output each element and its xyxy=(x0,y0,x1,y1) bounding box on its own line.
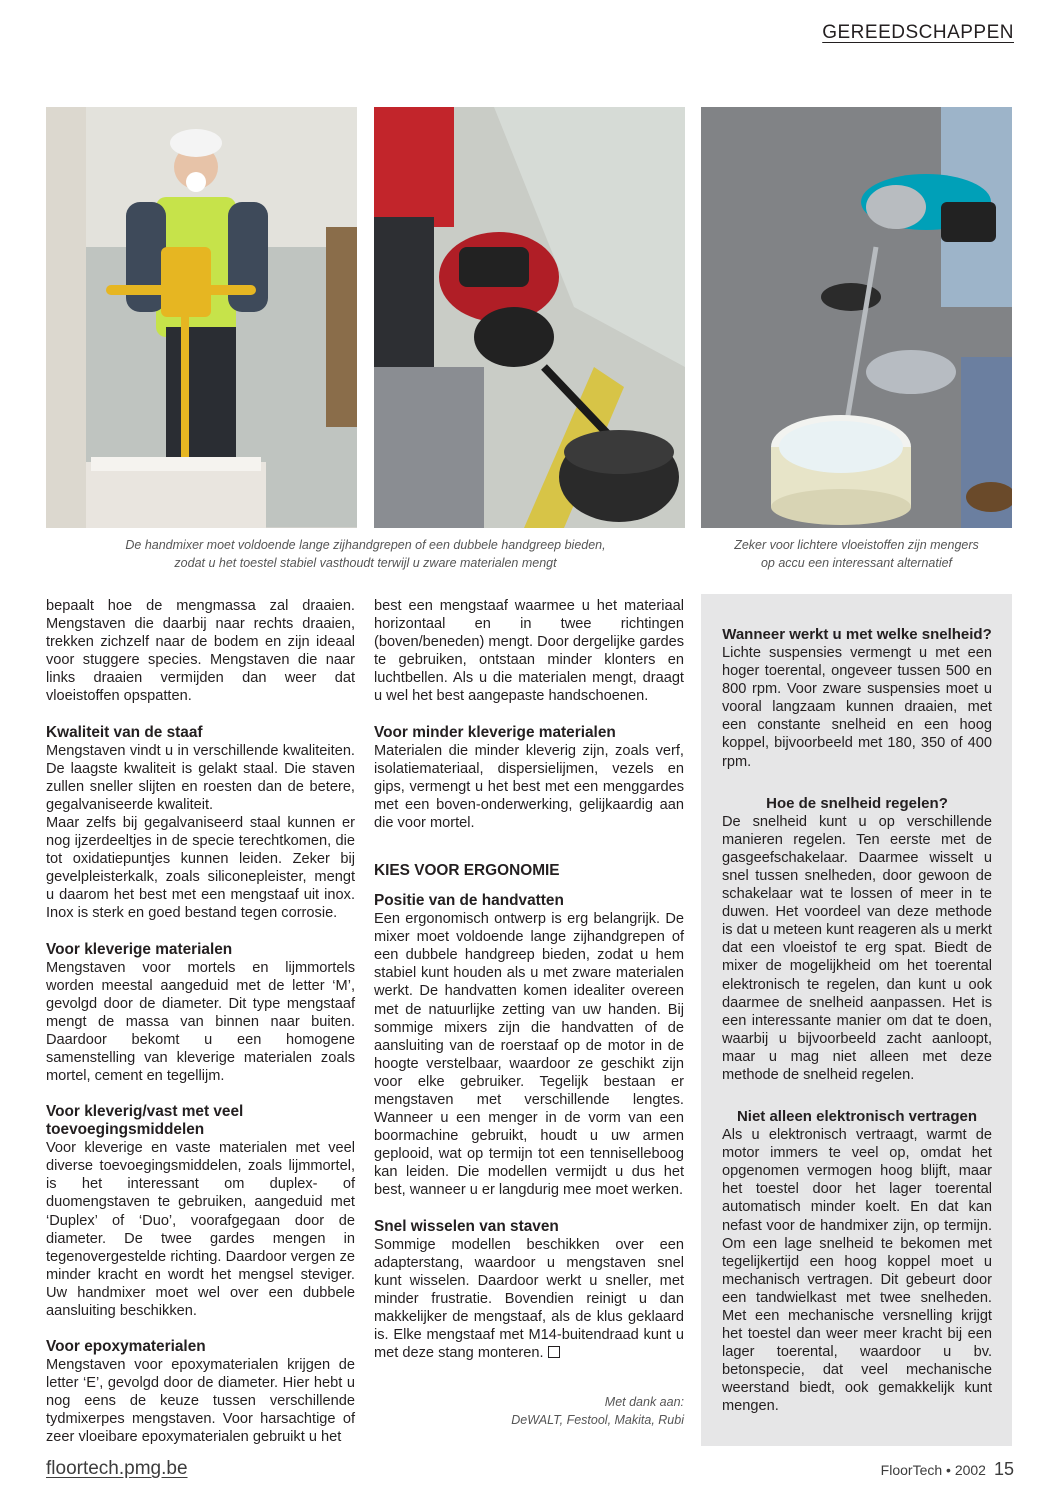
photo-worker-with-mixer xyxy=(46,107,357,528)
paragraph-epoxy: Mengstaven voor epoxymaterialen krijgen de letter ‘E’, gevolgd door de diameter. Hier hebt u nog eens de keuze tussen verschillende tydmixerpes mengstaven. Voor harsachtige of zeer vloeibare epoxymaterialen gebruikt u het xyxy=(46,1357,355,1446)
heading-kleverig: Voor kleverige materialen xyxy=(46,940,233,958)
caption-left-line-1: De handmixer moet voldoende lange zijhandgrepen of een dubbele handgreep bieden, xyxy=(125,538,606,552)
column-2 xyxy=(374,597,684,1362)
heading-vast: Voor kleverig/vast met veel toevoegingsmiddelen xyxy=(46,1103,244,1139)
paragraph-wisselen-text: Sommige modellen beschikken over een adapterstang, waardoor u mengstaven snel kunt wisselen. Daardoor werkt u sneller, met minder frustratie. Bovendien reinigt u dan makkelijker de mengstaaf, als de klus geklaard is. Elke mengstaaf met M14-buitendraad kunt u met deze stang monteren. xyxy=(374,1236,684,1362)
caption-right-line-1: Zeker voor lichtere vloeistoffen zijn mengers xyxy=(734,538,979,552)
caption-right-line-2: op accu een interessant alternatief xyxy=(760,556,953,570)
heading-minder-kleverig: Voor minder kleverige materialen xyxy=(374,723,616,741)
sidebar-paragraph-1: Lichte suspensies vermengt u met een hoger toerental, ongeveer tussen 500 en 800 rpm. Voor zware suspensies moet u vooral langzaam kunnen draaien, met een constante snelheid en een hoog koppel, bijvoorbeeld met 180, 350 of 400 rpm. xyxy=(722,645,992,770)
sidebar-heading-2: Hoe de snelheid regelen? xyxy=(766,794,948,812)
sidebar-paragraph-2: De snelheid kunt u op verschillende manieren regelen. Ten eerste met de gasgeefschakelaar. Daarmee wisselt u snel tussen snelheden, door gewoon de schakelaar wat te lossen of meer in te duwen. Het voordeel van deze methode is dat u meteen kunt reageren als u merkt dat een vloeistof te erg spat. Biedt de mixer de mogelijkheid om het toerental elektronisch te regelen, dan kunt u ook daarmee de snelheid aanpassen. Het is een interessante manier om dat te doen, waarbij u bijvoorbeeld zacht aanloopt, maar u mag niet alleen met deze methode de snelheid regelen. xyxy=(722,813,992,1083)
paragraph-wisselen xyxy=(374,1236,684,1363)
paragraph-kleverig: Mengstaven voor mortels en lijmmortels worden meestal aangeduid met de letter ‘M’, gevolgd door de diameter. Dit type mengstaaf mengt de massa van binnen naar buiten. Daardoor bekomt u een homogene samenstelling van kleverige materialen zoals mortel, cement en tegellijm. xyxy=(46,959,355,1085)
caption-right xyxy=(701,536,1012,572)
paragraph-kwaliteit-2: Maar zelfs bij gegalvaniseerd staal kunnen er nog ijzerdeeltjes in de specie terechtkomen, die tot oxidatiepuntjes kunnen leiden. Zeker bij gevelpleisterkalk, zoals siliconepleister, mengt u daarom het best met een mengstaaf uit inox. Inox is sterk en goed bestand tegen corrosie. xyxy=(46,814,355,922)
heading-wisselen: Snel wisselen van staven xyxy=(374,1217,559,1235)
paragraph-kwaliteit-1: Mengstaven vindt u in verschillende kwaliteiten. De laagste kwaliteit is gelakt staal. Die staven zullen sneller slijten en roesten dan de betere, gegalvaniseerde kwaliteit. xyxy=(46,742,355,813)
footer-page-info xyxy=(881,1459,1014,1480)
sidebar-paragraph-3: Als u elektronisch vertraagt, warmt de motor immers te veel op, omdat het opgenomen vermogen hoog blijft, maar het toestel door het lager toerental automatisch minder koelt. En dat kan nefast voor de handmixer zijn, op termijn. Om een lage snelheid te bekomen met tegelijkertijd een hoog koppel moet u mechanisch vertragen. Dit gebeurt door een tandwielkast met twee snelheden. Met een mechanische versnelling krijgt het toestel dan weer meer kracht bij een lager toerental, waardoor u bv. betonspecie, dat veel mechanische weerstand biedt, ook gemakkelijk kunt mengen. xyxy=(722,1127,992,1415)
heading-epoxy: Voor epoxymaterialen xyxy=(46,1338,206,1356)
caption-left-line-2: zodat u het toestel stabiel vasthoudt terwijl u zware materialen mengt xyxy=(174,556,557,570)
photo-red-mixer xyxy=(374,107,685,528)
footer-website-link[interactable]: floortech.pmg.be xyxy=(46,1458,188,1479)
heading-ergonomie: KIES VOOR ERGONOMIE xyxy=(374,862,560,880)
acknowledgements xyxy=(374,1393,684,1429)
caption-left xyxy=(46,536,685,572)
footer-magazine: FloorTech • 2002 xyxy=(880,1462,986,1478)
sidebar-box xyxy=(701,594,1012,1446)
col1-intro: bepaalt hoe de mengmassa zal draaien. Mengstaven die daarbij naar rechts draaien, trekken zichzelf naar de bodem en zijn ideaal voor stuggere species. Mengstaven die naar links draaien vermijden dan weer dat vloeistoffen opspatten. xyxy=(46,598,355,705)
sidebar-heading-3: Niet alleen elektronisch vertragen xyxy=(736,1108,978,1126)
paragraph-minder-kleverig: Materialen die minder kleverig zijn, zoals verf, isolatiemateriaal, dispersielijmen, vezels en gips, vermengt u het best met een menggardes met een boven-onderwerking, gelijkaardig aan die voor mortel. xyxy=(374,742,684,831)
heading-kwaliteit: Kwaliteit van de staaf xyxy=(46,723,203,741)
paragraph-vast: Voor kleverige en vaste materialen met veel diverse toevoegingsmiddelen, zoals lijmmortel, is het interessant om duplex- of duomengstaven te gebruiken, aangeduid met ‘Duplex’ of ‘Duo’, voorafgegaan door de diameter. De twee gardes mengen in tegenovergestelde richting. Daardoor vergen ze minder kracht en wordt het mengsel steviger. Uw handmixer moet wel over een dubbele aansluiting beschikken. xyxy=(46,1140,355,1319)
end-mark-icon xyxy=(548,1346,560,1358)
paragraph-handvatten: Een ergonomisch ontwerp is erg belangrijk. De mixer moet voldoende lange zijhandgrepen of een dubbele handgreep bieden, zodat u hem stabiel kunt houden als u met zware materialen werkt. De handvatten komen idealiter overeen met de natuurlijke zetting van uw handen. Bij sommige mixers zijn die handvatten of de aansluiting van de roerstaaf op de motor in de hoogte verstelbaar, waardoor ze geschikt zijn voor elke gebruiker. Tegelijk bestaan er mengstaven met verschillende lengtes. Wanneer u een menger in de vorm van een boormachine gebruikt, houdt u uw armen geplooid, wat op termijn tot een tenniselleboog kan leiden. Die modellen vermijdt u dus het best, wanneer u er langdurig mee moet werken. xyxy=(374,911,684,1199)
section-title: GEREEDSCHAPPEN xyxy=(822,22,1014,43)
photo-blue-mixer-bucket xyxy=(701,107,1012,528)
sidebar-heading-1: Wanneer werkt u met welke snelheid? xyxy=(722,626,992,643)
column-1 xyxy=(46,597,355,1447)
heading-handvatten: Positie van de handvatten xyxy=(374,892,564,910)
page-number: 15 xyxy=(993,1459,1014,1479)
thanks-brands: DeWALT, Festool, Makita, Rubi xyxy=(511,1413,684,1427)
col2-intro: best een mengstaaf waarmee u het materiaal horizontaal en in twee richtingen (boven/beneden) mengt. Door dergelijke gardes te gebruiken, ontstaan minder klonters en luchtbellen. Als u die materialen mengt, draagt u wel het best aangepaste handschoenen. xyxy=(374,598,684,705)
thanks-label: Met dank aan: xyxy=(604,1395,684,1409)
